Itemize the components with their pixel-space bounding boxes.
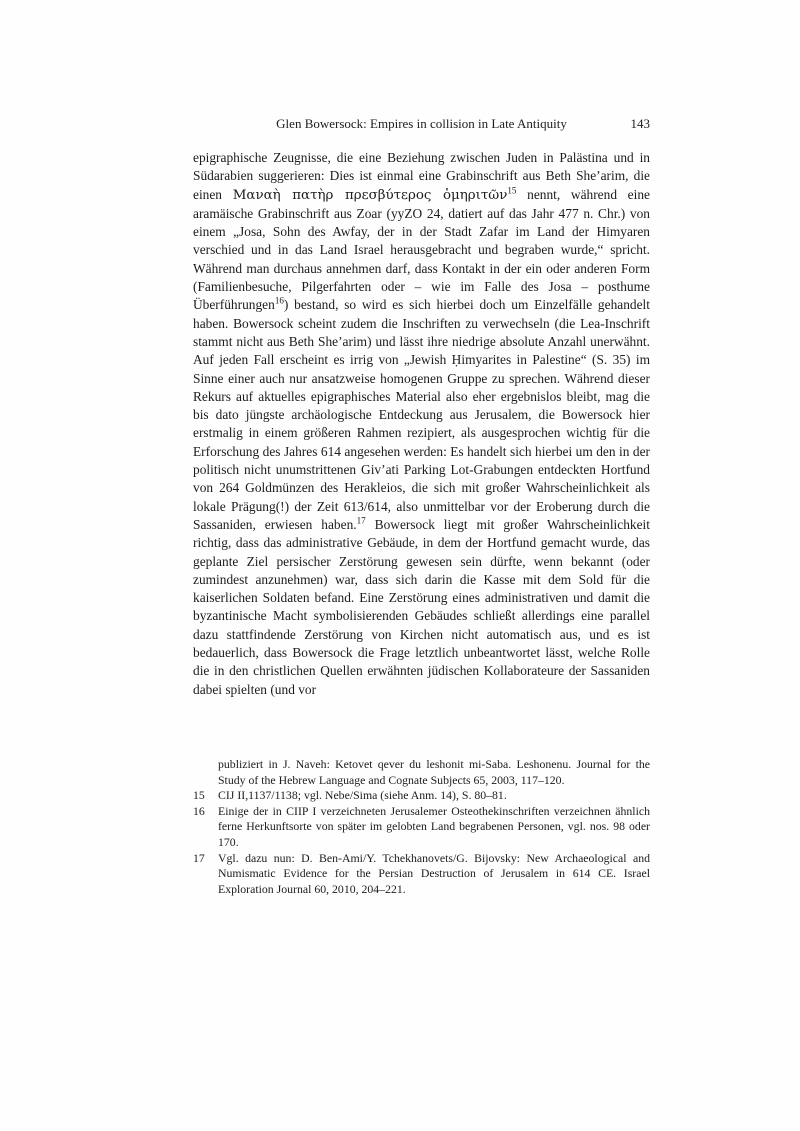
- footnote-ref: 17: [356, 515, 366, 526]
- footnote-text: Vgl. dazu nun: D. Ben-Ami/Y. Tchekhanovets/G. Bijovsky: New Archaeological and Numismatic Evidence for the Persian Destruction of Jerusalem in 614 CE. Israel Exploration Journal 60, 2010, 204–221.: [218, 850, 650, 896]
- footnote-item-15: [193, 788, 650, 804]
- text-run: epigraphische Zeugnisse, die eine Beziehung zwischen Juden in Palästina und in Südarabien suggerieren: Dies ist einmal eine Grabinschrift aus Beth She’arim, die einen: [193, 150, 650, 202]
- footnotes-section: [193, 757, 650, 897]
- footnote-continuation: [193, 757, 650, 788]
- text-run: Bowersock liegt mit großer Wahrscheinlichkeit richtig, dass das administrative Gebäude, in dem der Hortfund gemacht wurde, das geplante Ziel persischer Zerstörung gewesen sein dürfte, wenn bekannt (oder zumindest anzunehmen) war, dass sich darin die Kasse mit dem Sold für die kaiserlichen Soldaten befand. Eine Zerstörung eines administrativen und damit die byzantinische Macht symbolisierenden Gebäudes schließt allerdings eine parallel dazu stattfindende Zerstörung von Kirchen nicht automatisch aus, und es ist bedauerlich, dass Bowersock die Frage letztlich unbeantwortet lässt, welche Rolle die in den christlichen Quellen erwähnten jüdischen Kollaborateure der Sassaniden dabei spielten (und vor: [193, 516, 650, 697]
- running-head: [193, 116, 650, 134]
- footnote-text: CIJ II,1137/1138; vgl. Nebe/Sima (siehe Anm. 14), S. 80–81.: [218, 788, 507, 803]
- footnote-text: publiziert in J. Naveh: Ketovet qever du leshonit mi-Saba. Leshonenu. Journal for the Study of the Hebrew Language and Cognate Subjects 65, 2003, 117–120.: [218, 757, 650, 787]
- footnote-ref: 16: [274, 295, 284, 306]
- greek-text-run: Μαναὴ πατὴρ πρεσβύτερος ὁμηριτῶν: [232, 187, 508, 203]
- text-run: nennt, während eine aramäische Grabinschrift aus Zoar (yyZO 24, datiert auf das Jahr 477 n. Chr.) von einem „Josa, Sohn des Awfay, der in der Stadt Zafar im Land der Himyaren verschied und in das Land Israel herausgebracht und begraben wurde,“ spricht. Während man durchaus annehmen darf, dass Kontakt in der ein oder anderen Form (Familienbesuche, Pilgerfahrten oder – wie im Falle des Josa – posthume Überführungen: [193, 186, 650, 313]
- footnote-text: Einige der in CIIP I verzeichneten Jerusalemer Osteothekinschriften verzeichnen ähnlich ferne Herkunftsorte von später im gelobten Land begrabenen Personen, vgl. nos. 98 oder 170.: [218, 803, 650, 849]
- footnote-number: 15: [193, 788, 205, 803]
- footnote-number: 16: [193, 803, 205, 818]
- body-paragraph: [193, 149, 650, 699]
- footnote-item-16: [193, 804, 650, 851]
- footnote-item-17: [193, 851, 650, 898]
- running-head-title: Glen Bowersock: Empires in collision in Late Antiquity: [276, 116, 567, 131]
- footnote-ref: 15: [507, 185, 517, 196]
- text-run: ) bestand, so wird es sich hierbei doch um Einzelfälle gehandelt haben. Bowersock scheint zudem die Inschriften zu verwechseln (die Lea-Inschrift stammt nicht aus Beth She’arim) und lässt ihre niedrige absolute Anzahl unerwähnt. Auf jeden Fall erscheint es irrig von „Jewish Ḥimyarites in Palestine“ (S. 35) im Sinne einer auch nur ansatzweise homogenen Gruppe zu sprechen. Während dieser Rekurs auf aktuelles epigraphisches Material also eher ergebnislos bleibt, mag die bis dato jüngste archäologische Entdeckung aus Jerusalem, die Bowersock hier erstmalig in einem größeren Rahmen rezipiert, als ausgesprochen wichtig für die Erforschung des Jahres 614 angesehen werden: Es handelt sich hierbei um den in der politisch nicht unumstrittenen Giv’ati Parking Lot-Grabungen entdeckten Hortfund von 264 Goldmünzen des Herakleios, die sich mit großer Wahrscheinlichkeit als lokale Prägung(!) der Zeit 613/614, also unmittelbar vor der Eroberung durch die Sassaniden, erwiesen haben.: [193, 297, 650, 532]
- footnote-number: 17: [193, 850, 205, 865]
- page-number: 143: [630, 116, 650, 131]
